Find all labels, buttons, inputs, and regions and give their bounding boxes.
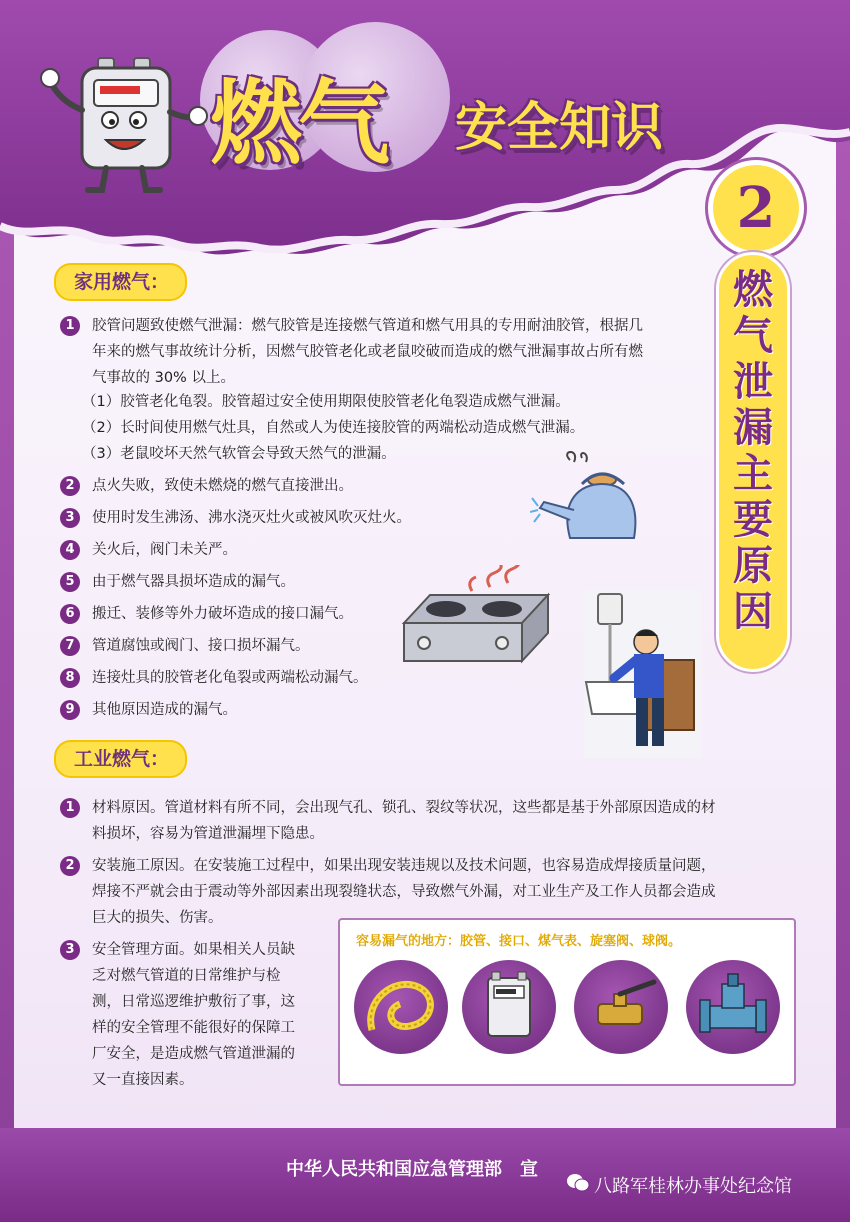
ball-valve-icon: [574, 960, 668, 1054]
household-bullet-6: 6: [60, 604, 80, 624]
vertical-title-char: 主: [733, 451, 773, 497]
household-item-1-line: 年来的燃气事故统计分析，因燃气胶管老化或老鼠咬破而造成的燃气泄漏事故占所有燃: [92, 344, 643, 360]
kettle-icon: [530, 450, 642, 550]
leak-points-title: 容易漏气的地方：胶管、接口、煤气表、旋塞阀、球阀。: [356, 934, 682, 949]
industrial-item-3-line: 又一直接因素。: [92, 1072, 194, 1088]
vertical-title: [716, 252, 790, 672]
gas-meter-mascot-icon: [38, 50, 208, 200]
boy-at-sink-icon: [584, 590, 702, 758]
issuer-text: 中华人民共和国应急管理部 宣: [286, 1159, 538, 1180]
leak-points-box: [338, 918, 796, 1086]
industrial-item-3-line: 测，日常巡逻维护敷衍了事，这: [92, 994, 295, 1010]
vertical-title-char: 因: [733, 589, 773, 635]
vertical-title-char: 原: [733, 543, 773, 589]
vertical-title-char: 燃: [733, 267, 773, 313]
title-sub: 安全知识: [455, 98, 664, 158]
industrial-item-3-line: 安全管理方面。如果相关人员缺: [92, 942, 295, 958]
industrial-heading: 工业燃气：: [54, 740, 187, 778]
household-item: 连接灶具的胶管老化龟裂或两端松动漏气。: [92, 670, 368, 686]
industrial-bullet-3: 3: [60, 940, 80, 960]
household-bullet-3: 3: [60, 508, 80, 528]
gas-stove-icon: [398, 565, 554, 669]
household-bullet-2: 2: [60, 476, 80, 496]
household-item-1-line: 气事故的 30% 以上。: [92, 370, 235, 386]
industrial-bullet-2: 2: [60, 856, 80, 876]
industrial-bullet-1: 1: [60, 798, 80, 818]
household-item: 搬迁、装修等外力破坏造成的接口漏气。: [92, 606, 353, 622]
household-bullet-7: 7: [60, 636, 80, 656]
household-bullet-5: 5: [60, 572, 80, 592]
household-sub-item: （3）老鼠咬坏天然气软管会导致天然气的泄漏。: [82, 446, 396, 462]
household-item: 管道腐蚀或阀门、接口损坏漏气。: [92, 638, 310, 654]
poster-number-badge: 2: [708, 160, 804, 256]
industrial-item-3-line: 乏对燃气管道的日常维护与检: [92, 968, 281, 984]
household-bullet-4: 4: [60, 540, 80, 560]
watermark-text: 八路军桂林办事处纪念馆: [594, 1176, 792, 1197]
vertical-title-char: 漏: [733, 405, 773, 451]
household-item: 使用时发生沸汤、沸水浇灭灶火或被风吹灭灶火。: [92, 510, 411, 526]
vertical-title-char: 泄: [733, 359, 773, 405]
plug-valve-icon: [686, 960, 780, 1054]
household-sub-item: （1）胶管老化龟裂。胶管超过安全使用期限使胶管老化龟裂造成燃气泄漏。: [82, 394, 570, 410]
household-item: 其他原因造成的漏气。: [92, 702, 237, 718]
gas-meter-icon: [462, 960, 556, 1054]
title-main: 燃气: [210, 70, 387, 177]
industrial-item-3-line: 样的安全管理不能很好的保障工: [92, 1020, 295, 1036]
household-item: 关火后，阀门未关严。: [92, 542, 237, 558]
household-bullet-1: 1: [60, 316, 80, 336]
household-bullet-9: 9: [60, 700, 80, 720]
household-bullet-8: 8: [60, 668, 80, 688]
household-heading: 家用燃气：: [54, 263, 187, 301]
industrial-item-3-line: 厂安全，是造成燃气管道泄漏的: [92, 1046, 295, 1062]
industrial-item-2-line: 安装施工原因。在安装施工过程中，如果出现安装违规以及技术问题，也容易造成焊接质量问题，: [92, 858, 716, 874]
household-item: 点火失败，致使未燃烧的燃气直接泄出。: [92, 478, 353, 494]
industrial-item-1-line: 料损坏，容易为管道泄漏埋下隐患。: [92, 826, 324, 842]
industrial-item-1-line: 材料原因。管道材料有所不同，会出现气孔、锁孔、裂纹等状况，这些都是基于外部原因造成的材: [92, 800, 716, 816]
industrial-item-2-line: 巨大的损失、伤害。: [92, 910, 223, 926]
gas-hose-icon: [354, 960, 448, 1054]
vertical-title-char: 气: [733, 313, 773, 359]
wechat-icon: [566, 1172, 590, 1194]
household-item: 由于燃气器具损坏造成的漏气。: [92, 574, 295, 590]
industrial-item-2-line: 焊接不严就会由于震动等外部因素出现裂缝状态，导致燃气外漏，对工业生产及工作人员都会造成: [92, 884, 716, 900]
household-sub-item: （2）长时间使用燃气灶具，自然或人为使连接胶管的两端松动造成燃气泄漏。: [82, 420, 585, 436]
household-item-1-line: 胶管问题致使燃气泄漏：燃气胶管是连接燃气管道和燃气用具的专用耐油胶管，根据几: [92, 318, 643, 334]
vertical-title-char: 要: [733, 497, 773, 543]
